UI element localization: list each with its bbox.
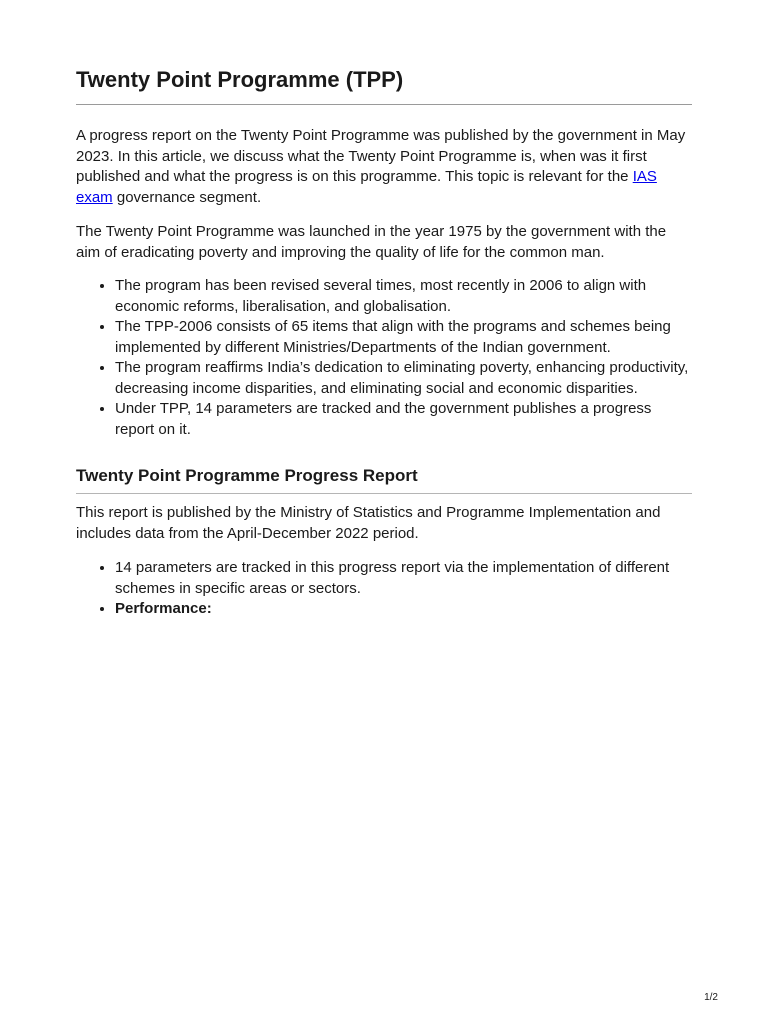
launch-paragraph: The Twenty Point Programme was launched in the year 1975 by the government with the aim of eradicating poverty and improving the quality of life for the common man. [76,223,667,261]
intro-text-start: A progress report on the Twenty Point Programme was published by the government in May 2023. In this article, we discuss what the Twenty Point Programme is, when was it first published and what the progress is on this programme. This topic is relevant for the [76,127,686,185]
list-item: • 14 parameters are tracked in this progress report via the implementation of different schemes in specific areas or sectors. [115,558,692,599]
list-item: • The program reaffirms India’s dedication to eliminating poverty, enhancing productivity, decreasing income disparities, and eliminating social and economic disparities. [115,358,692,399]
performance-label: Performance: [115,600,212,617]
report-paragraph: This report is published by the Ministry of Statistics and Programme Implementation and includes data from the April-December 2022 period. [76,504,661,542]
intro-text-end: governance segment. [112,188,262,206]
list-item: • The TPP-2006 consists of 65 items that align with the programs and schemes being implemented by different Ministries/Departments of the Indian government. [115,317,692,358]
ias-exam-link[interactable]: IAS exam [76,168,657,206]
tpp-facts-list [76,276,692,440]
list-item: • The program has been revised several times, most recently in 2006 to align with economic reforms, liberalisation, and globalisation. [115,276,692,317]
document-page [76,64,692,620]
page-number: 1/2 [704,992,718,1003]
report-facts-list [76,558,692,620]
list-item [115,599,692,620]
section-heading-progress-report: Twenty Point Programme Progress Report [76,464,692,494]
list-item: • Under TPP, 14 parameters are tracked and the government publishes a progress report on it. [115,399,692,440]
intro-paragraph [76,126,692,208]
page-title: Twenty Point Programme (TPP) [76,64,692,105]
